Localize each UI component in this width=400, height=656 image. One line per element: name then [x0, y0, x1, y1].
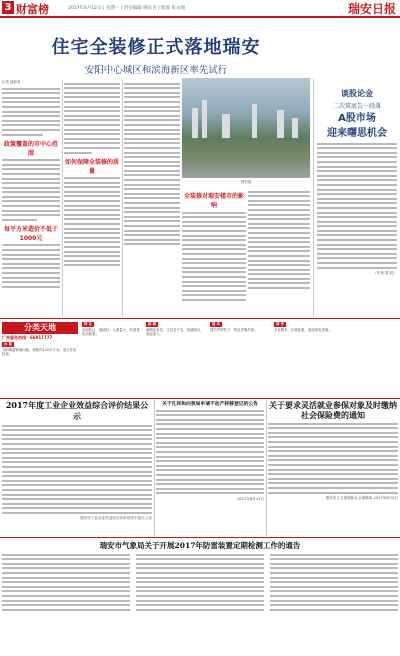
ad-column	[210, 322, 270, 396]
notice-title: 2017年度工业企业效益综合评价结果公示	[5, 400, 149, 421]
ad-text: 专业服务，价格优惠，欢迎来电咨询。	[274, 327, 332, 332]
notice-title: 瑞安市气象局关于开展2017年防雷装置定期检测工作的通告	[99, 541, 301, 550]
notice-title: 关于孔祥和向我局申请不动产转移登记的公告	[162, 402, 258, 407]
newspaper-logo: 瑞安日报	[347, 2, 396, 16]
section-heading: 政策覆盖的市中心范围	[3, 140, 58, 157]
ad-title: 遗 失	[212, 322, 220, 326]
classified-title: 分类天地	[2, 322, 78, 334]
article-col-4	[182, 188, 246, 316]
ad-hotline: 广告服务热线：66917777	[2, 335, 53, 340]
sidebar-author: （作者 蔡 莉）	[373, 271, 397, 276]
sidebar-subtitle: 二次筑底告一段落	[332, 103, 381, 110]
article-col-2	[64, 80, 120, 316]
article-col-5	[248, 188, 310, 316]
subheadline: 安阳中心城区和滨海新区率先试行	[84, 65, 228, 76]
section-heading: 每平方米造价不低于1000元	[3, 225, 58, 242]
ad-column	[274, 322, 396, 396]
ad-text: 安阳街道商铺出租，面积约120平方米，适合各类经营。	[2, 347, 77, 357]
byline: 记者 潘骆希	[2, 80, 21, 84]
page-number: 3	[2, 1, 14, 14]
sidebar-headline-2: 迎来曙思机会	[327, 128, 387, 139]
sidebar-headline-1: A股市场	[338, 113, 376, 124]
photo-caption: 资料图	[240, 180, 252, 184]
ad-column	[82, 322, 142, 396]
notice-evaluation	[2, 400, 152, 521]
sidebar-kicker: 谈股论金	[341, 89, 373, 98]
notice-insurance	[268, 400, 398, 501]
ad-title: 转 让	[84, 322, 92, 326]
notice-weather-bureau	[2, 540, 398, 613]
notice-sign: 2017年6月12日	[237, 496, 264, 501]
article-col-3	[124, 80, 180, 316]
sidebar-article	[317, 140, 397, 312]
notice-sign: 瑞安市人力资源和社会保障局 2017年6月5日	[325, 496, 398, 501]
city-photo	[182, 78, 310, 178]
section-heading: 全装修对瑞安楼市的影响	[183, 193, 244, 209]
notice-title: 关于要求灵活就业参保对象及时缴纳社会保险费的通知	[269, 400, 397, 420]
ad-title: 招 聘	[148, 322, 156, 326]
notice-property	[156, 400, 264, 502]
ad-title: 商 务	[276, 322, 284, 326]
article-col-1	[2, 80, 60, 316]
ad-text: 诚聘业务员、文员若干名，待遇面议，欢迎加入。	[146, 327, 204, 337]
page-header	[0, 0, 400, 18]
ad-text: 店面转让，地段好，人流量大，有意者电话联系。	[82, 327, 140, 337]
header-info: 2017年6月12日 | 星期一 | 责任编辑 顾长青 | 版面 张永强	[68, 6, 186, 11]
section-title: 财富榜	[16, 3, 49, 16]
ad-title: 出 租	[4, 342, 12, 346]
section-heading: 如何保障全装修的质量	[64, 158, 119, 175]
ad-column	[2, 342, 78, 396]
ad-column	[146, 322, 206, 396]
ad-text: 遗失声明若干，特此声明作废。	[210, 327, 258, 332]
sidebar-title-block	[316, 88, 398, 140]
notice-sign: 瑞安市工业企业效益综合评价领导小组办公室	[80, 516, 152, 521]
headline: 住宅全装修正式落地瑞安	[51, 37, 261, 58]
